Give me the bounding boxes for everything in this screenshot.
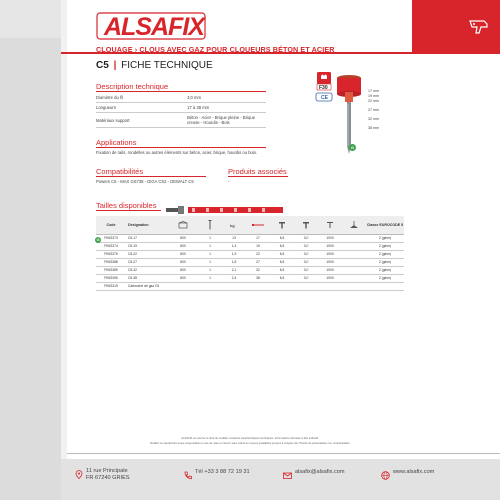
cell: 1 bbox=[198, 274, 222, 282]
spec-row bbox=[96, 103, 266, 113]
table-row bbox=[96, 242, 404, 250]
cell: 1000 bbox=[318, 242, 342, 250]
cell: 6,5 bbox=[270, 266, 294, 274]
spec-value: 3,0 mm bbox=[187, 93, 266, 103]
cell: 1 bbox=[198, 258, 222, 266]
cell-designation: C5-19 bbox=[126, 242, 168, 250]
website-text[interactable]: www.alsafix.com bbox=[393, 469, 435, 475]
disclaimer-line-1: ALSAFIX se réserve le droit de modifier certaines caractéristiques techniques. Informations données à titre indicatif. bbox=[181, 437, 319, 440]
email-icon bbox=[283, 471, 292, 480]
title-label: FICHE TECHNIQUE bbox=[121, 60, 213, 71]
cell: 1000 bbox=[318, 258, 342, 266]
cell: 6,5 bbox=[270, 234, 294, 242]
cell: 6,5 bbox=[270, 242, 294, 250]
cell: 3,0 bbox=[294, 266, 318, 274]
cell-code: P06S319 bbox=[96, 282, 126, 290]
description-heading: Description technique bbox=[96, 82, 169, 91]
row-g-badge: G bbox=[96, 237, 100, 242]
weight-icon bbox=[230, 221, 238, 229]
cell: 3,0 bbox=[294, 274, 318, 282]
cell-code: P06S388 bbox=[96, 258, 126, 266]
spec-row bbox=[96, 113, 266, 128]
compatibilites-text: Powers C5 - MAX GS738 - DIGA CS2 - DEWALT C5 bbox=[96, 179, 194, 184]
cell-code: P06S389 bbox=[96, 266, 126, 274]
cell: 1,4 bbox=[222, 242, 246, 250]
applications-text: Fixation de rails, rondelles ou autres éléments sur béton, acier, brique, hourdis ou bois. bbox=[96, 150, 258, 155]
page-edge bbox=[61, 0, 67, 500]
cell: 38 bbox=[246, 274, 270, 282]
cell: 800 bbox=[168, 234, 198, 242]
length-label: 17 mm bbox=[368, 89, 379, 93]
cell-eurocode: 2 (gène) bbox=[366, 274, 404, 282]
footer-address bbox=[75, 468, 130, 482]
box-icon bbox=[178, 221, 188, 229]
col-header-length-icon bbox=[246, 216, 270, 234]
cell: 2,4 bbox=[222, 274, 246, 282]
cell-code: P06S373 bbox=[96, 234, 126, 242]
spec-key: Longueurs bbox=[96, 103, 187, 113]
spec-key: Matériaux support bbox=[96, 113, 187, 128]
col-header-shank-diameter-icon bbox=[294, 216, 318, 234]
pull-icon bbox=[349, 221, 359, 229]
cell: 800 bbox=[168, 274, 198, 282]
cell: 1000 bbox=[318, 266, 342, 274]
cell: 6,5 bbox=[270, 274, 294, 282]
col-header-weight-icon bbox=[222, 216, 246, 234]
cell-code: P06S375 bbox=[96, 250, 126, 258]
cell: 1,8 bbox=[222, 258, 246, 266]
spec-value: 17 à 38 mm bbox=[187, 103, 266, 113]
spec-key: Diamètre du fil bbox=[96, 93, 187, 103]
cell: 1000 bbox=[318, 234, 342, 242]
cell: 1000 bbox=[318, 250, 342, 258]
footer-email[interactable] bbox=[283, 469, 345, 475]
tailles-rule bbox=[96, 210, 161, 211]
cell: 800 bbox=[168, 250, 198, 258]
ce-text: CE bbox=[321, 95, 328, 101]
email-text[interactable]: alsafix@alsafix.com bbox=[295, 469, 345, 475]
disclaimer-line-2: Veuillez ne saurait être tenue responsable en cas de mise en œuvre sans calcul et moyens préalables propres à chaque cas. Photos de présentation non contractuelles. bbox=[149, 442, 351, 445]
length-labels bbox=[368, 89, 379, 132]
length-label: 19 mm bbox=[368, 94, 379, 99]
table-row-cartridge bbox=[96, 282, 404, 290]
description-rule bbox=[96, 91, 266, 92]
head-diameter-icon bbox=[278, 221, 286, 229]
header-tagline: CLOUAGE › CLOUS AVEC GAZ POUR CLOUEURS BÉTON ET ACIER bbox=[96, 45, 335, 54]
sidebar-tab[interactable] bbox=[0, 0, 61, 38]
cell: 1 bbox=[198, 234, 222, 242]
phone-text: Tél +33 3 88 72 19 31 bbox=[195, 469, 250, 475]
svg-text:kg: kg bbox=[230, 222, 235, 228]
fixing-icon bbox=[326, 221, 334, 229]
cell: 1 bbox=[198, 250, 222, 258]
nail-strip-image bbox=[166, 205, 286, 215]
col-header-fixing-icon bbox=[318, 216, 342, 234]
length-label: 38 mm bbox=[368, 126, 379, 131]
table-row bbox=[96, 266, 404, 274]
footer-rule bbox=[67, 453, 500, 454]
table-header-row bbox=[96, 216, 404, 234]
cell: 19 bbox=[246, 242, 270, 250]
length-label: 32 mm bbox=[368, 117, 379, 122]
cell-code: P06S390 bbox=[96, 274, 126, 282]
cell-designation: C5-17 bbox=[126, 234, 168, 242]
cell: 1 bbox=[198, 242, 222, 250]
compatibilites-rule bbox=[96, 176, 206, 177]
nail-gun-icon bbox=[468, 18, 490, 34]
cell: 3,0 bbox=[294, 242, 318, 250]
address-line-1: 11 rue Principale bbox=[86, 468, 128, 474]
spec-row bbox=[96, 93, 266, 103]
nail-icon bbox=[208, 220, 212, 230]
shank-diameter-icon bbox=[302, 221, 310, 229]
cell-eurocode: 2 (gène) bbox=[366, 258, 404, 266]
cell: 1,9 bbox=[222, 250, 246, 258]
col-header-head-diameter-icon bbox=[270, 216, 294, 234]
cell-designation: C5-27 bbox=[126, 258, 168, 266]
cell: 3,0 bbox=[294, 234, 318, 242]
compatibilites-heading: Compatibilités bbox=[96, 167, 144, 176]
length-icon bbox=[252, 222, 264, 228]
cell: 3,0 bbox=[294, 258, 318, 266]
cell: 6,5 bbox=[270, 250, 294, 258]
spec-table bbox=[96, 93, 266, 128]
cell-eurocode: 2 (gène) bbox=[366, 250, 404, 258]
cell: 800 bbox=[168, 266, 198, 274]
applications-heading: Applications bbox=[96, 138, 137, 147]
header-red-band bbox=[412, 0, 500, 52]
product-code: C5 bbox=[96, 60, 109, 71]
cell-eurocode: 2 (gène) bbox=[366, 242, 404, 250]
logo-text: ALSAFIX bbox=[104, 13, 204, 41]
globe-icon bbox=[381, 471, 390, 480]
phone-icon bbox=[183, 471, 192, 480]
length-label: 27 mm bbox=[368, 108, 379, 113]
table-row bbox=[96, 274, 404, 282]
col-header-pull-icon bbox=[342, 216, 366, 234]
address-line-2: FR 67240 GRIES bbox=[86, 475, 130, 481]
col-header-code: Code bbox=[96, 216, 126, 234]
cell: 1000 bbox=[318, 274, 342, 282]
cell: 1 bbox=[198, 266, 222, 274]
table-row bbox=[96, 250, 404, 258]
cell-eurocode: 2 (gène) bbox=[366, 234, 404, 242]
col-header-eurocode: Classe EUROCODE 5 bbox=[366, 216, 404, 234]
tailles-heading: Tailles disponibles bbox=[96, 201, 157, 210]
cell: 800 bbox=[168, 258, 198, 266]
cell: 17 bbox=[246, 234, 270, 242]
sizes-table bbox=[96, 216, 404, 291]
col-header-designation: Désignation bbox=[126, 216, 168, 234]
footer-website[interactable] bbox=[381, 469, 434, 475]
cell: 32 bbox=[246, 266, 270, 274]
produits-associes-text: - bbox=[228, 179, 230, 184]
table-row bbox=[96, 234, 404, 242]
footer-phone bbox=[183, 469, 250, 475]
cell: 2,1 bbox=[222, 266, 246, 274]
cell-designation: C5-38 bbox=[126, 274, 168, 282]
cell: 800 bbox=[168, 242, 198, 250]
cell-designation: C5-32 bbox=[126, 266, 168, 274]
cell: 27 bbox=[246, 258, 270, 266]
cell: 22 bbox=[246, 250, 270, 258]
length-label: 22 mm bbox=[368, 99, 379, 104]
cell-designation: Cartouche de gaz C5 bbox=[126, 282, 222, 290]
page-title bbox=[96, 60, 213, 71]
footer-bar bbox=[61, 459, 500, 500]
cell-designation: C5-22 bbox=[126, 250, 168, 258]
cell-code: P06S374 bbox=[96, 242, 126, 250]
cell: 6,5 bbox=[270, 258, 294, 266]
location-pin-icon bbox=[75, 470, 83, 479]
title-separator: | bbox=[113, 60, 117, 71]
table-row bbox=[96, 258, 404, 266]
left-sidebar bbox=[0, 0, 61, 500]
cell: 3,0 bbox=[294, 250, 318, 258]
cell: 13 bbox=[222, 234, 246, 242]
produits-associes-rule bbox=[228, 176, 288, 177]
cell-eurocode: 2 (gène) bbox=[366, 266, 404, 274]
applications-rule bbox=[96, 147, 266, 148]
fire-rating-text: F30 bbox=[319, 85, 328, 91]
alsafix-logo bbox=[96, 11, 208, 41]
green-g-badge: G bbox=[350, 145, 355, 150]
col-header-nail-icon bbox=[198, 216, 222, 234]
produits-associes-heading: Produits associés bbox=[228, 167, 287, 176]
spec-value: Béton - Acier - Brique pleine - Brique creuse - Hourdis - Bois bbox=[187, 113, 266, 128]
col-header-box-icon bbox=[168, 216, 198, 234]
